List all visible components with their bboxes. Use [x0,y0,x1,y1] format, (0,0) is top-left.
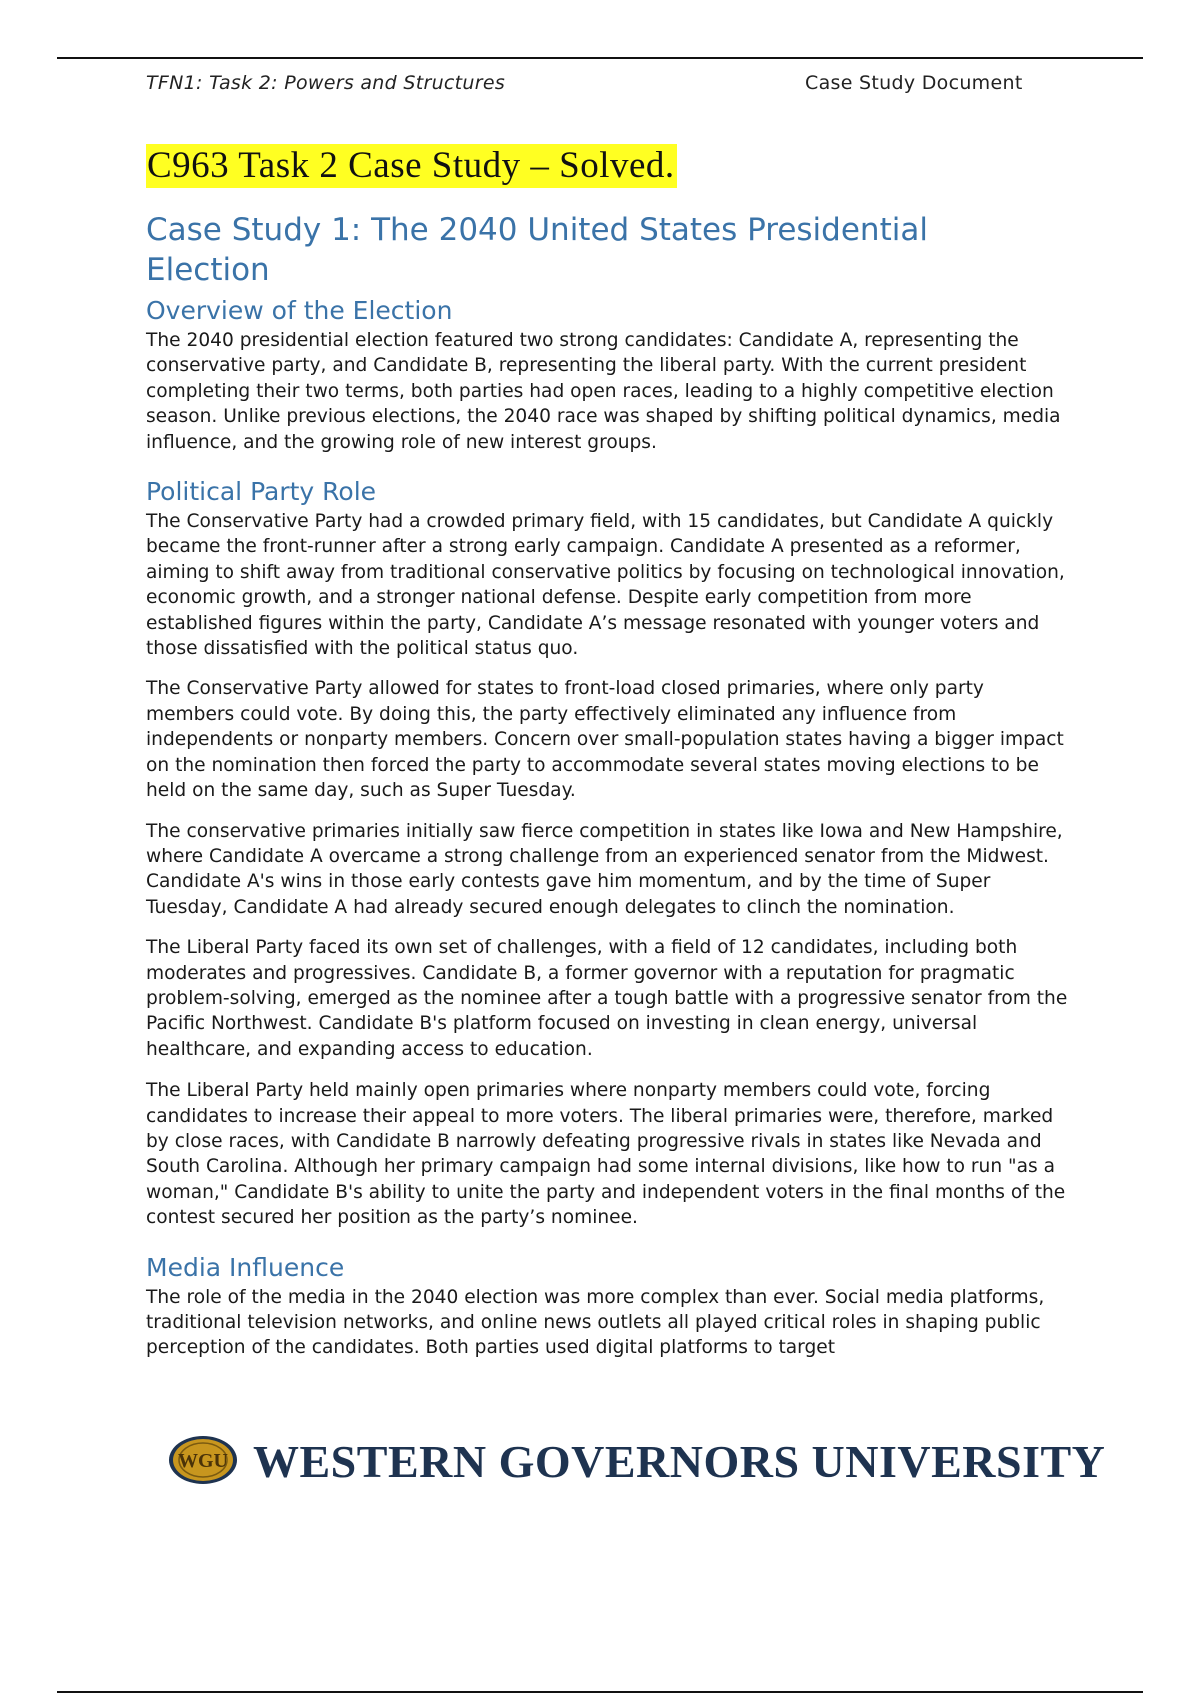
wgu-wordmark: WESTERN GOVERNORS UNIVERSITY [253,1436,1106,1487]
top-rule [57,57,1143,59]
paragraph: The 2040 presidential election featured two strong candidates: Candidate A, representing the conservative party, and Candidate B, representing the liberal party. With the current president completing their two terms, both parties had open races, leading to a highly competitive election season. Unlike previous elections, the 2040 race was shaped by shifting political dynamics, media influence, and the growing role of new interest groups. [146,330,1061,453]
paragraph: The role of the media in the 2040 election was more complex than ever. Social media platforms, traditional television networks, and online news outlets all played critical roles in shaping public perception of the candidates. Both parties used digital platforms to target [146,1286,1045,1359]
paragraph: The Conservative Party allowed for states to front-load closed primaries, where only party members could vote. By doing this, the party effectively eliminated any influence from independents or nonparty members. Concern over small-population states having a bigger impact on the nomination then forced the party to accommodate several states moving elections to be held on the same day, such as Super Tuesday. [146,678,1064,802]
wgu-seal-icon [167,1434,239,1486]
wgu-logo [167,1433,1106,1493]
page-header [146,72,1026,98]
section-heading-party-role: Political Party Role [146,477,377,507]
header-course-title: TFN1: Task 2: Powers and Structures [146,72,506,94]
document-body [146,144,1076,1377]
header-doc-type: Case Study Document [805,72,1023,94]
document-title: C963 Task 2 Case Study – Solved. [147,145,675,186]
paragraph: The Conservative Party had a crowded primary field, with 15 candidates, but Candidate A quickly became the front-runner after a strong early campaign. Candidate A presented as a reformer, aiming to shift away from traditional conservative politics by focusing on technological innovation, economic growth, and a stronger national defense. Despite early competition from more established figures within the party, Candidate A’s message resonated with younger voters and those dissatisfied with the political status quo. [146,511,1065,660]
paragraph: The Liberal Party held mainly open primaries where nonparty members could vote, forcing candidates to increase their appeal to more voters. The liberal primaries were, therefore, marked by close races, with Candidate B narrowly defeating progressive rivals in states like Nevada and South Carolina. Although her primary campaign had some internal divisions, like how to run "as a woman," Candidate B's ability to unite the party and independent voters in the final months of the contest secured her position as the party’s nominee. [146,1080,1066,1229]
paragraph: The Liberal Party faced its own set of challenges, with a field of 12 candidates, including both moderates and progressives. Candidate B, a former governor with a reputation for pragmatic problem-solving, emerged as the nominee after a tough battle with a progressive senator from the Pacific Northwest. Candidate B's platform focused on investing in clean energy, universal healthcare, and expanding access to education. [146,937,1068,1060]
svg-text:WGU: WGU [178,1450,228,1472]
bottom-rule [57,1691,1143,1693]
section-heading-media: Media Influence [146,1252,345,1282]
case-study-title: Case Study 1: The 2040 United States Presidential Election [146,212,928,288]
section-heading-overview: Overview of the Election [146,296,453,325]
paragraph: The conservative primaries initially saw fierce competition in states like Iowa and New Hampshire, where Candidate A overcame a strong challenge from an experienced senator from the Midwest. Candidate A's wins in those early contests gave him momentum, and by the time of Super Tuesday, Candidate A had already secured enough delegates to clinch the nomination. [146,820,1063,918]
